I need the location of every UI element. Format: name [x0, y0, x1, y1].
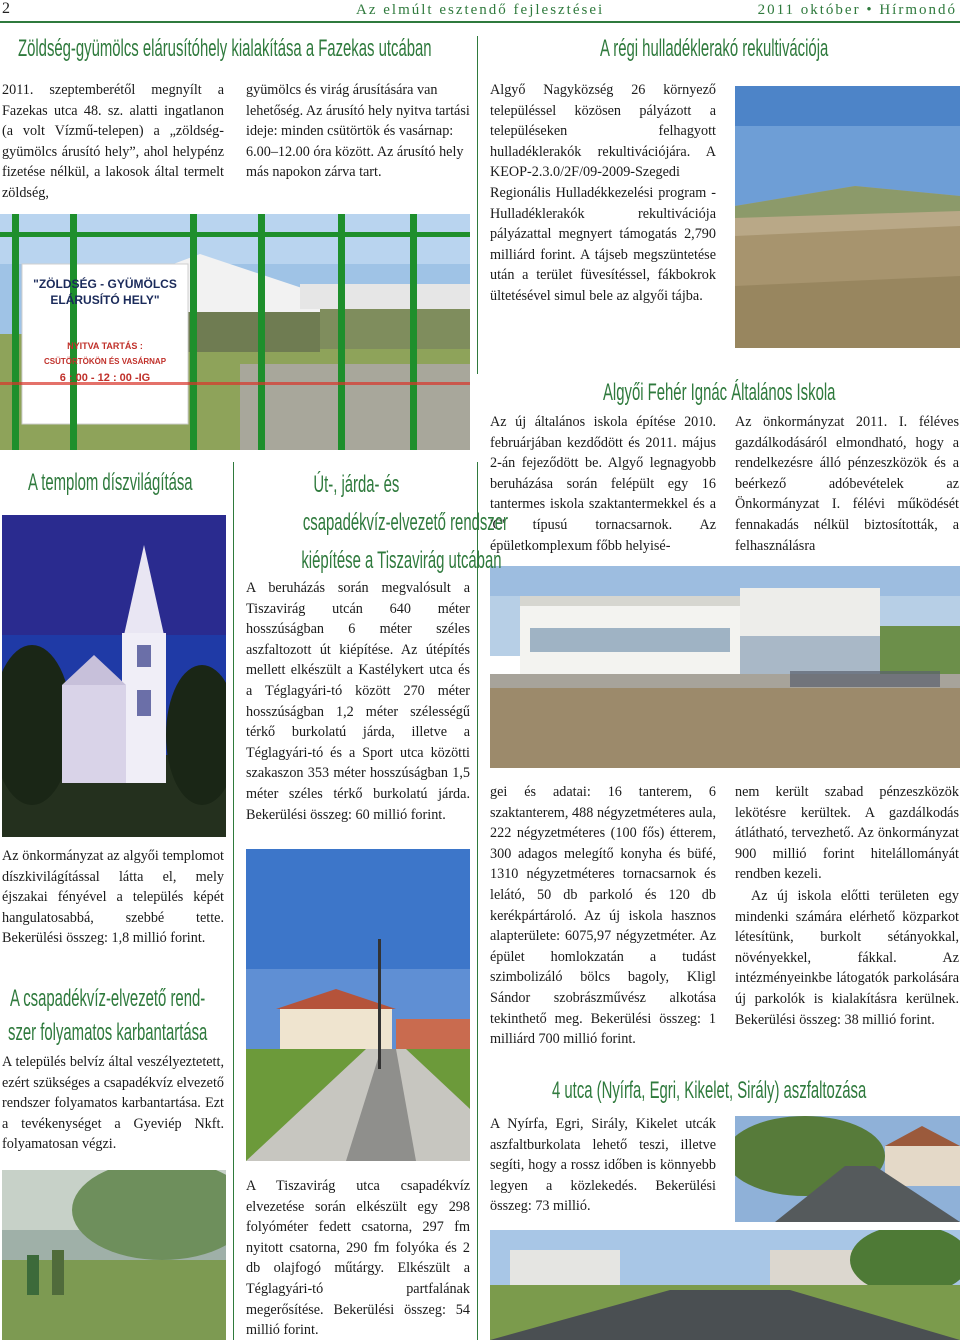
- drainage-photo: [2, 1170, 226, 1340]
- issue-label: 2011 október • Hírmondó: [757, 2, 957, 18]
- greengrocer-text-col2: gyümölcs és virág árusítására van lehetőség. Az árusító hely nyitva tartási ideje: minden csütörtök és vasárnap: 6.00–12.00 óra között. Az árusító hely más napokon zárva tart.: [246, 82, 470, 181]
- drainage-text: A település belvíz által veszélyeztetett, ezért szükséges a csapadékvíz elvezető rendszer folyamatos karbantartása. Ezt a tevékenységet a Gyeviép Nkft. folyamatosan végzi.: [2, 1054, 224, 1153]
- road-title-line3: kiépítése a Tiszavirág utcában: [301, 547, 502, 574]
- road-photo: [246, 849, 470, 1161]
- road-title: [240, 466, 508, 580]
- church-text: Az önkormányzat az algyői templomot díszkivilágítással látta el, mely éjszakai fényével a település képét hangulatosabbá, szebbé tette. Bekerülési összeg: 1,8 millió forint.: [2, 848, 224, 947]
- school-title: Algyői Fehér Ignác Általános Iskola: [603, 379, 836, 406]
- column-divider: [477, 462, 478, 1340]
- church-photo: [2, 515, 226, 837]
- road-text: A beruházás során megvalósult a Tiszavirág utcán 640 méter hosszúságban 6 méter széles aszfaltozott út kiépítése. Az útépítés mellett elkészült a Kastélykert utca és a Téglagyári-tó között 270 méter hosszúságban 1,2 méter szélességű térkő burkolatú járda, illetve a Téglagyári-tó és a Sport utca közötti szakaszon 353 méter hosszúságban 1,5 méter széles térkő burkolatú járda. Bekerülési összeg: 60 millió forint.: [246, 580, 470, 823]
- sign-text-5: 6 : 00 - 12 : 00 -IG: [59, 372, 151, 384]
- header-rule: [0, 21, 960, 23]
- school-text-c: gei és adatai: 16 tanterem, 6 szaktanterem, 488 négyzetméteres aula, 222 négyzetméteres (100 fős) étterem, 300 adagos melegítő konyha és büfé, 1310 négyzetméteres tornacsarnok és lelátó, 50 db parkoló és 120 db kerékpártároló. Az új iskola hasznos alapterülete: 6075,97 négyzetméter. Az épület homlokzatán a tudást szimbolizáló bölcs bagoly, Kligl Sándor szobrászművész alkotása tekinthető meg. Bekerülési összeg: 1 milliárd 700 millió forint.: [490, 784, 716, 1048]
- column-divider: [477, 36, 478, 374]
- streets-title: 4 utca (Nyírfa, Egri, Kikelet, Sirály) aszfaltozása: [552, 1077, 867, 1104]
- school-photo: [490, 566, 960, 768]
- landfill-photo: [735, 86, 960, 348]
- sign-text-4: CSÜTÖRTÖKÖN ÉS VASÁRNAP: [43, 357, 167, 366]
- column-divider: [233, 462, 234, 1340]
- church-title: A templom díszvilágítása: [28, 469, 193, 496]
- road-title-line1: Út-, járda- és: [312, 471, 399, 498]
- greengrocer-text-col1: 2011. szeptemberétől megnyílt a Fazekas utca 48. sz. alatti ingatlanon (a volt Vízmű-telepen) a „zöldség-gyümölcs árusító hely”, ahol helypénz fizetése nélkül, a lakosok által termelt zöldség,: [2, 82, 224, 201]
- sign-text-1: "ZÖLDSÉG - GYÜMÖLCS: [33, 277, 177, 291]
- drainage-title-line2: szer folyamatos karbantartása: [8, 1019, 208, 1046]
- school-text-a: Az új általános iskola építése 2010. februárjában kezdődött és 2011. május 2-án fejeződött be. Algyő legnagyobb beruházása során felépült egy 16 tantermes iskola szaktantermekkel és a 'C' típusú tornacsarnok. Az épületkomplexum főbb helyisé-: [490, 414, 716, 554]
- school-text-d1: nem került szabad pénzeszközök lekötésre kerültek. A gazdálkodás átlátható, tervezhető. Az önkormányzat 900 millió forint hitelállományát rendben kezeli.: [735, 784, 959, 883]
- school-text-d2: Az új iskola előtti területen egy mindenki számára elérhető közparkot létesítünk, burkolt sétányokkal, növényekkel, fákkal. Az intézményeinkbe látogatók parkolására új parkolók is kialakításra kerülnek. Bekerülési összeg: 38 millió forint.: [735, 888, 959, 1028]
- section-title: Az elmúlt esztendő fejlesztései: [356, 2, 605, 18]
- road-title-line2: csapadékvíz-elvezető rendszer: [302, 509, 508, 536]
- landfill-title: A régi hulladéklerakó rekultivációja: [600, 35, 829, 62]
- streets-photo-2: [490, 1230, 960, 1340]
- sign-text-2: ELÁRUSÍTÓ HELY": [50, 293, 160, 307]
- sign-text-3: NYITVA TARTÁS :: [67, 341, 143, 351]
- page-number: 2: [2, 0, 10, 17]
- streets-photo-1: [735, 1116, 960, 1222]
- landfill-text: Algyő Nagyközség 26 környező településsel közösen pályázott a településeken felhagyott hulladéklerakók rekultivációjára. A KEOP-2.3.0/2F/09-2009-Szegedi Regionális Hulladékkezelési program - Hulladéklerakók rekultivációja pályázattal megnyert támogatás 2,790 milliárd forint. A tájseb megszüntetése után a terület füvesítéssel, fákbokrok ültetésével simul bele az algyői tájba.: [490, 82, 716, 304]
- greengrocer-title: Zöldség-gyümölcs elárusítóhely kialakítása a Fazekas utcában: [18, 35, 432, 62]
- school-text-b: Az önkormányzat 2011. I. féléves gazdálkodásáról elmondható, hogy a rendelkezésre álló pénzeszközök és a beérkező adóbevételek az Önkormányzat I. félévi működését fennakadás nélkül biztosították, a felhasználásra: [735, 414, 959, 554]
- streets-text: A Nyírfa, Egri, Sirály, Kikelet utcák aszfaltburkolata lehető teszi, illetve segíti, hogy a rossz időben is könnyebb legyen a közlekedés. Bekerülési összeg: 73 millió.: [490, 1116, 716, 1215]
- greengrocer-photo: [0, 214, 470, 450]
- road-text-2: A Tiszavirág utca csapadékvíz elvezetése során elkészült egy 298 folyóméter fedett csatorna, 297 fm nyitott csatorna, 290 fm folyóka és 2 db olajfogó műtárgy. Elkészült a Téglagyári-tó partfalának megerősítése. Bekerülési összeg: 54 millió forint.: [246, 1178, 470, 1339]
- drainage-title-line1: A csapadékvíz-elvezető rend-: [10, 985, 206, 1012]
